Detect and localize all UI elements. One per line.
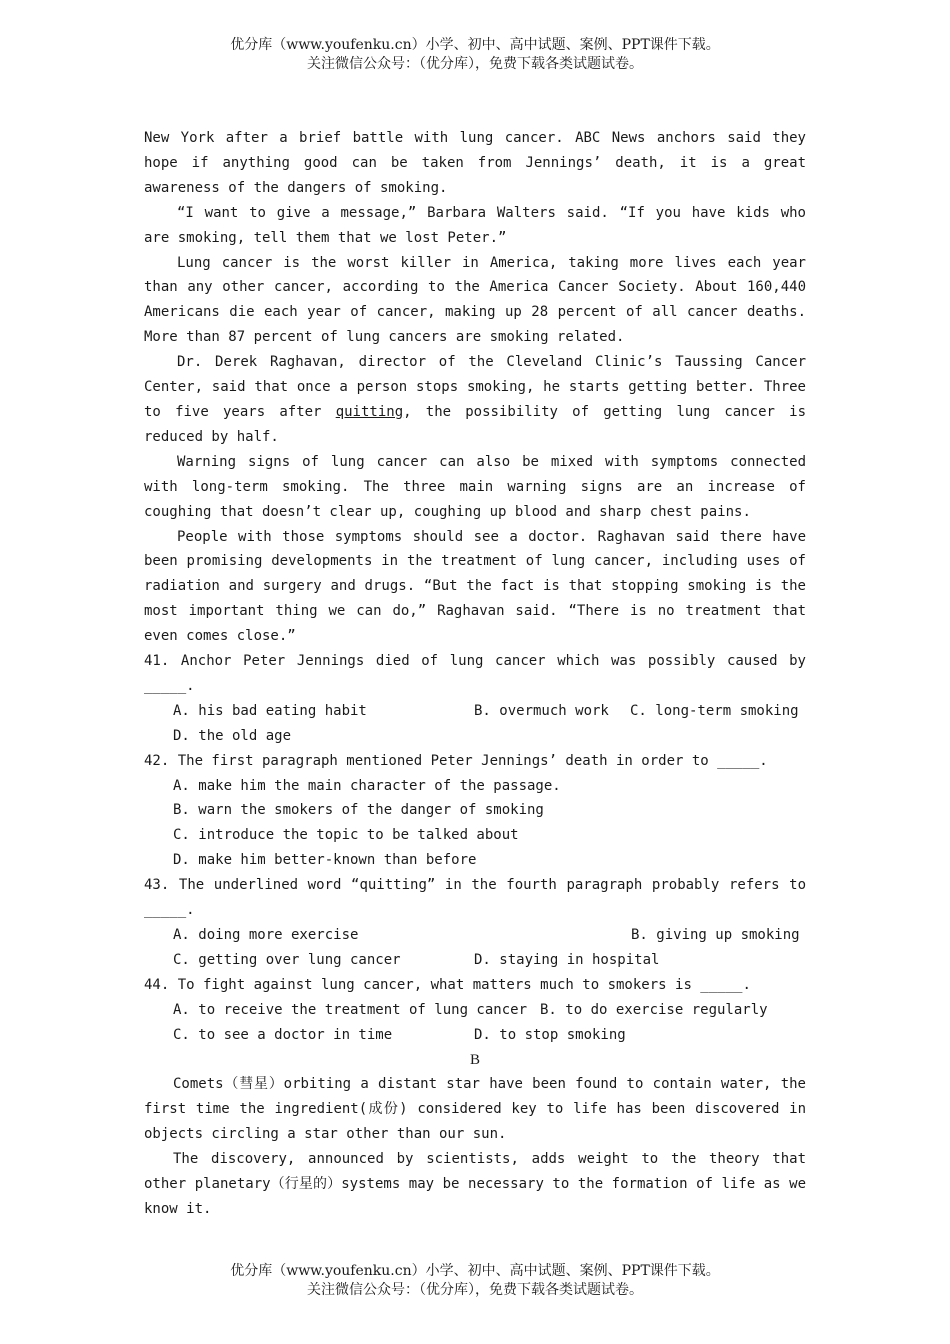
option: A. make him the main character of the passage.	[173, 777, 561, 794]
question-44-stem: 44. To fight against lung cancer, what matters much to smokers is _____.	[144, 976, 751, 993]
option: D. the old age	[173, 727, 292, 744]
passage-a-paragraph-5: Warning signs of lung cancer can also be mixed with symptoms connected with long-term smoking. The three main warning signs are an increase of coughing that doesn’t clear up, coughing up blood and sharp chest pains.	[144, 453, 806, 520]
passage-a-paragraph-2: “I want to give a message,” Barbara Walters said. “If you have kids who are smoking, tell them that we lost Peter.”	[144, 204, 806, 246]
question-42-option-b	[144, 798, 806, 823]
option: C. long-term smoking	[630, 702, 799, 719]
option: B. warn the smokers of the danger of smoking	[173, 802, 544, 819]
question-43-options-row-1	[144, 923, 806, 948]
paragraph-text: , the possibility of getting lung cancer is reduced by half.	[144, 403, 806, 445]
passage-b-paragraph-2: The discovery, announced by scientists, adds weight to the theory that other planetary（行星的）systems may be necessary to the formation of life as we know it.	[144, 1151, 806, 1217]
page-footer	[0, 1262, 950, 1300]
option: A. to receive the treatment of lung cancer	[173, 1001, 528, 1018]
paragraph-text: Dr. Derek Raghavan, director of the Cleveland Clinic’s Taussing Cancer Center, said that once a person stops smoking, he starts getting better. Three to five years after	[144, 354, 806, 420]
question-42-option-d	[144, 848, 806, 873]
footer-line-2: 关注微信公众号：（优分库），免费下载各类试题试卷。	[307, 1282, 643, 1298]
question-42-option-a	[144, 774, 806, 799]
option: D. to stop smoking	[474, 1026, 626, 1043]
question-42-option-c	[144, 823, 806, 848]
header-line-1: 优分库（www.youfenku.cn）小学、初中、高中试题、案例、PPT课件下载。	[230, 37, 720, 53]
question-42-stem: 42. The first paragraph mentioned Peter Jennings’ death in order to _____.	[144, 752, 768, 769]
document-body	[144, 126, 806, 1222]
passage-a-paragraph-4	[144, 350, 806, 450]
option: B. overmuch work	[474, 702, 609, 719]
question-44-options-row-1	[144, 998, 806, 1023]
option: C. introduce the topic to be talked about	[173, 827, 519, 844]
passage-a-paragraph-6: People with those symptoms should see a doctor. Raghavan said there have been promising developments in the treatment of lung cancer, including uses of radiation and surgery and drugs. “But the fact is that stopping smoking is the most important thing we can do,” Raghavan said. “There is no treatment that even comes close.”	[144, 528, 806, 645]
option: D. staying in hospital	[474, 951, 660, 968]
passage-a-paragraph-1: New York after a brief battle with lung cancer. ABC News anchors said they hope if anything good can be taken from Jennings’ death, it is a great awareness of the dangers of smoking.	[144, 130, 806, 196]
option: C. getting over lung cancer	[173, 951, 401, 968]
option: C. to see a doctor in time	[173, 1026, 393, 1043]
section-b-title: B	[469, 1051, 480, 1068]
option: B. to do exercise regularly	[540, 1001, 768, 1018]
option: A. his bad eating habit	[173, 702, 367, 719]
underlined-word: quitting	[335, 403, 404, 420]
page-header	[0, 36, 950, 74]
option: B. giving up smoking	[631, 927, 800, 943]
option: D. make him better-known than before	[173, 852, 477, 869]
question-41-options-row-1	[144, 699, 806, 724]
question-41-options-row-2	[144, 724, 806, 749]
question-43-options-row-2	[144, 948, 806, 973]
passage-a-paragraph-3: Lung cancer is the worst killer in America, taking more lives each year than any other cancer, according to the America Cancer Society. About 160,440 Americans die each year of cancer, making up 28 percent of all cancer deaths. More than 87 percent of lung cancers are smoking related.	[144, 254, 806, 346]
question-41-stem: 41. Anchor Peter Jennings died of lung cancer which was possibly caused by _____.	[144, 653, 806, 694]
passage-b-paragraph-1: Comets（彗星）orbiting a distant star have been found to contain water, the first time the ingredient(成份) considered key to life has been discovered in objects circling a star other than our sun.	[144, 1076, 806, 1143]
header-line-2: 关注微信公众号：（优分库），免费下载各类试题试卷。	[307, 56, 643, 72]
option: A. doing more exercise	[173, 927, 359, 943]
question-44-options-row-2	[144, 1023, 806, 1048]
question-43-stem: 43. The underlined word “quitting” in the fourth paragraph probably refers to _____.	[144, 877, 806, 919]
footer-line-1: 优分库（www.youfenku.cn）小学、初中、高中试题、案例、PPT课件下载。	[230, 1263, 720, 1279]
